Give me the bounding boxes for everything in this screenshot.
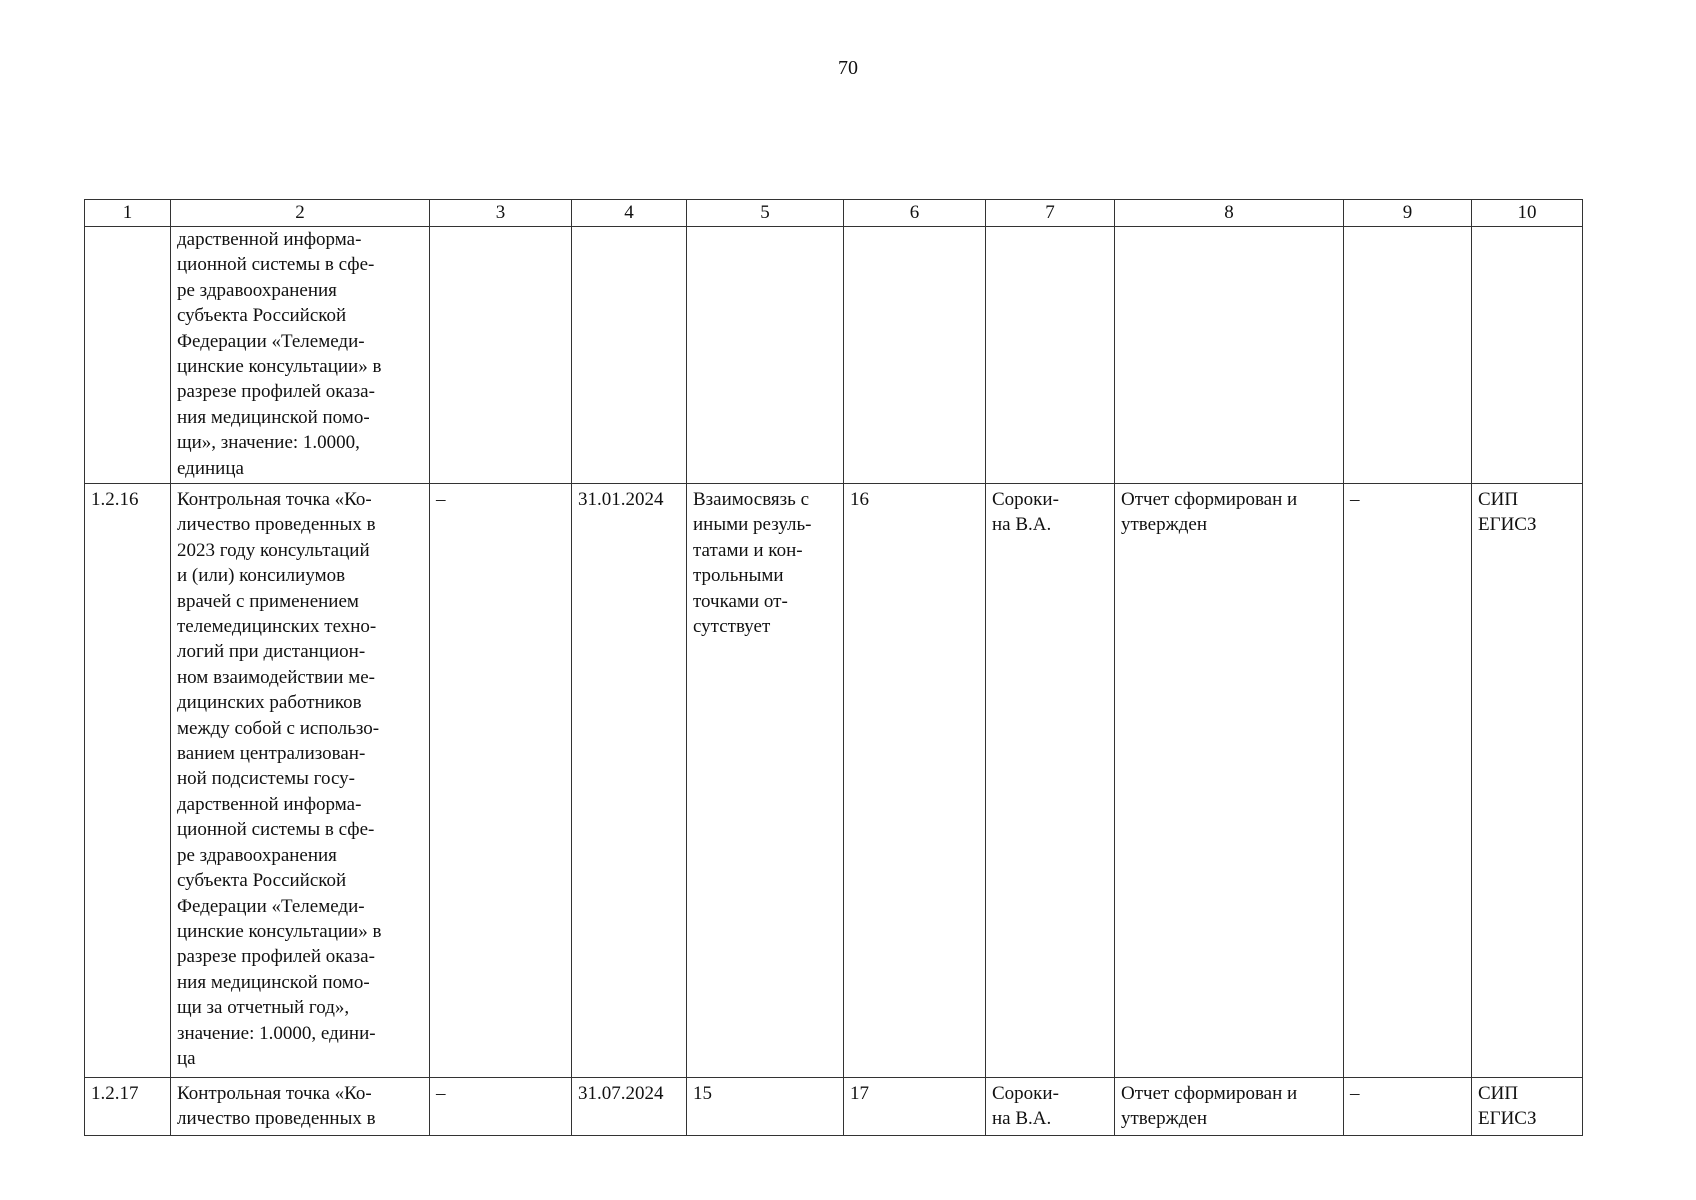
- table-row: [85, 484, 1583, 1078]
- page-number: 70: [838, 57, 858, 79]
- cell-col3: [430, 227, 572, 484]
- column-header: 2: [171, 200, 430, 227]
- result-cell: [1115, 227, 1344, 484]
- column-header: 9: [1344, 200, 1472, 227]
- table-header-row: [85, 200, 1583, 227]
- date-cell: 31.07.2024: [572, 1078, 687, 1136]
- cell-col6: 16: [844, 484, 986, 1078]
- cell-col9: –: [1344, 1078, 1472, 1136]
- row-number-cell: 1.2.17: [85, 1078, 171, 1136]
- cell-col3: –: [430, 484, 572, 1078]
- row-number-cell: 1.2.16: [85, 484, 171, 1078]
- event-name-cell: Контрольная точка «Ко- личество проведенных в: [171, 1078, 430, 1136]
- column-header: 8: [1115, 200, 1344, 227]
- system-cell: [1472, 227, 1583, 484]
- responsible-cell: [986, 227, 1115, 484]
- column-header: 5: [687, 200, 844, 227]
- event-name-cell: дарственной информа- ционной системы в сфе- ре здравоохранения субъекта Российской Федерации «Телемеди- цинские консультации» в разрезе профилей оказа- ния медицинской помо- щи», значение: 1.0000, единица: [171, 227, 430, 484]
- date-cell: 31.01.2024: [572, 484, 687, 1078]
- system-cell: СИП ЕГИСЗ: [1472, 484, 1583, 1078]
- cell-col5: [687, 227, 844, 484]
- responsible-cell: Сороки- на В.А.: [986, 1078, 1115, 1136]
- table-row: [85, 227, 1583, 484]
- column-header: 4: [572, 200, 687, 227]
- column-header: 3: [430, 200, 572, 227]
- cell-col6: [844, 227, 986, 484]
- responsible-cell: Сороки- на В.А.: [986, 484, 1115, 1078]
- column-header: 10: [1472, 200, 1583, 227]
- column-header: 7: [986, 200, 1115, 227]
- date-cell: [572, 227, 687, 484]
- cell-col3: –: [430, 1078, 572, 1136]
- cell-col5: 15: [687, 1078, 844, 1136]
- result-cell: Отчет сформирован и утвержден: [1115, 1078, 1344, 1136]
- cell-col5: Взаимосвязь с иными резуль- татами и кон- трольными точками от- сутствует: [687, 484, 844, 1078]
- cell-col9: [1344, 227, 1472, 484]
- table-row: [85, 1078, 1583, 1136]
- column-header: 6: [844, 200, 986, 227]
- plan-table: [84, 199, 1583, 1136]
- event-name-cell: Контрольная точка «Ко- личество проведенных в 2023 году консультаций и (или) консилиумов врачей с применением телемедицинских техно- логий при дистанцион- ном взаимодействии ме- дицинских работников между собой с использо- ванием централизован- ной подсистемы госу- дарственной информа- ционной системы в сфе- ре здравоохранения субъекта Российской Федерации «Телемеди- цинские консультации» в разрезе профилей оказа- ния медицинской помо- щи за отчетный год», значение: 1.0000, едини- ца: [171, 484, 430, 1078]
- cell-col6: 17: [844, 1078, 986, 1136]
- column-header: 1: [85, 200, 171, 227]
- result-cell: Отчет сформирован и утвержден: [1115, 484, 1344, 1078]
- cell-col9: –: [1344, 484, 1472, 1078]
- row-number-cell: [85, 227, 171, 484]
- system-cell: СИП ЕГИСЗ: [1472, 1078, 1583, 1136]
